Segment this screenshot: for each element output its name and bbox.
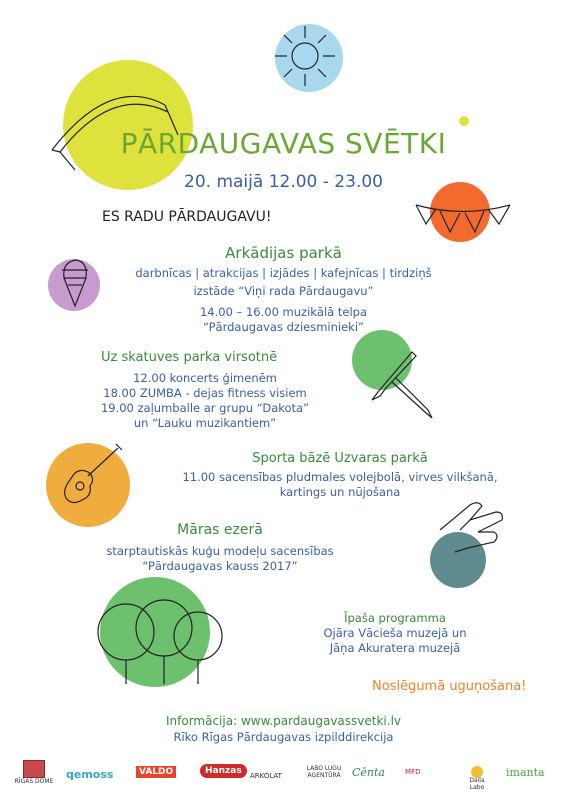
logo-daila-labo — [462, 766, 492, 791]
section-heading-arkadijas: Arkādijas parkā — [225, 244, 342, 262]
yellow-dot — [459, 116, 469, 126]
section-heading-skatuve: Uz skatuves parka virsotnē — [101, 350, 278, 365]
maras-line-1: starptautiskās kuģu modeļu sacensības — [106, 544, 334, 558]
logo-labo-lugu: LABO LUGU AĢENTŪRA — [306, 765, 342, 779]
closing-fireworks: Noslēgumā uguņošana! — [372, 679, 527, 694]
logo-rigas-dome — [12, 760, 56, 785]
skatuve-line-1: 12.00 koncerts ģimenēm — [133, 371, 277, 385]
tree-circle — [100, 577, 210, 687]
ipasa-line-3: Jāņa Akuratera muzejā — [329, 641, 461, 655]
ipasa-line-2: Ojāra Vācieša muzejā un — [323, 626, 467, 640]
skatuve-line-4: un “Lauku muzikantiem” — [133, 416, 277, 430]
page-title: PĀRDAUGAVAS SVĒTKI — [120, 127, 447, 160]
sports-line-1: 11.00 sacensības pludmales volejbolā, virves vilkšanā, — [182, 470, 498, 484]
amber-circle — [46, 443, 130, 527]
arkadijas-line-4: “Pārdaugavas dziesminieki” — [203, 320, 364, 334]
logo-qemoss: qemoss — [66, 768, 114, 781]
logo-valdo: VALDO — [136, 766, 176, 778]
logo-centa: Cēnta — [352, 766, 385, 779]
light-blue-circle — [275, 24, 343, 92]
event-date: 20. maijā 12.00 - 23.00 — [184, 172, 383, 192]
footer-info: Informācija: www.pardaugavassvetki.lv — [165, 714, 402, 728]
section-heading-sports: Sporta bāzē Uzvaras parkā — [252, 451, 428, 466]
ipasa-line-1: Īpaša programma — [344, 611, 446, 625]
logo-hanzas: Hanzas — [200, 764, 247, 778]
logo-daila-labo-text: Daiļa Labo — [469, 777, 485, 791]
logo-imanta: imanta — [506, 766, 545, 779]
logo-arkolat: ARKOLAT — [250, 772, 282, 780]
arkadijas-line-2: izstāde “Viņi rada Pārdaugavu” — [193, 284, 374, 298]
footer-organizer: Rīko Rīgas Pārdaugavas izpilddirekcija — [173, 730, 394, 744]
arkadijas-line-3: 14.00 – 16.00 muzikālā telpa — [199, 305, 367, 319]
section-heading-maras: Māras ezerā — [177, 522, 263, 538]
logo-rigas-dome-text: RĪGAS DOME — [14, 778, 54, 785]
arkadijas-line-1: darbnīcas | atrakcijas | izjādes | kafejnīcas | tirdziņš — [135, 266, 432, 280]
maras-line-2: “Pārdaugavas kauss 2017” — [142, 559, 298, 573]
slogan: ES RADU PĀRDAUGAVU! — [102, 209, 272, 225]
skatuve-line-3: 19.00 zaļumballe ar grupu “Dakota” — [100, 401, 310, 415]
sports-line-2: kartings un nūjošana — [279, 485, 401, 499]
logo-mfd: MFD — [405, 768, 421, 776]
green-circle — [352, 330, 412, 390]
skatuve-line-2: 18.00 ZUMBA - dejas fitness visiem — [103, 386, 307, 400]
teal-circle — [430, 532, 486, 588]
